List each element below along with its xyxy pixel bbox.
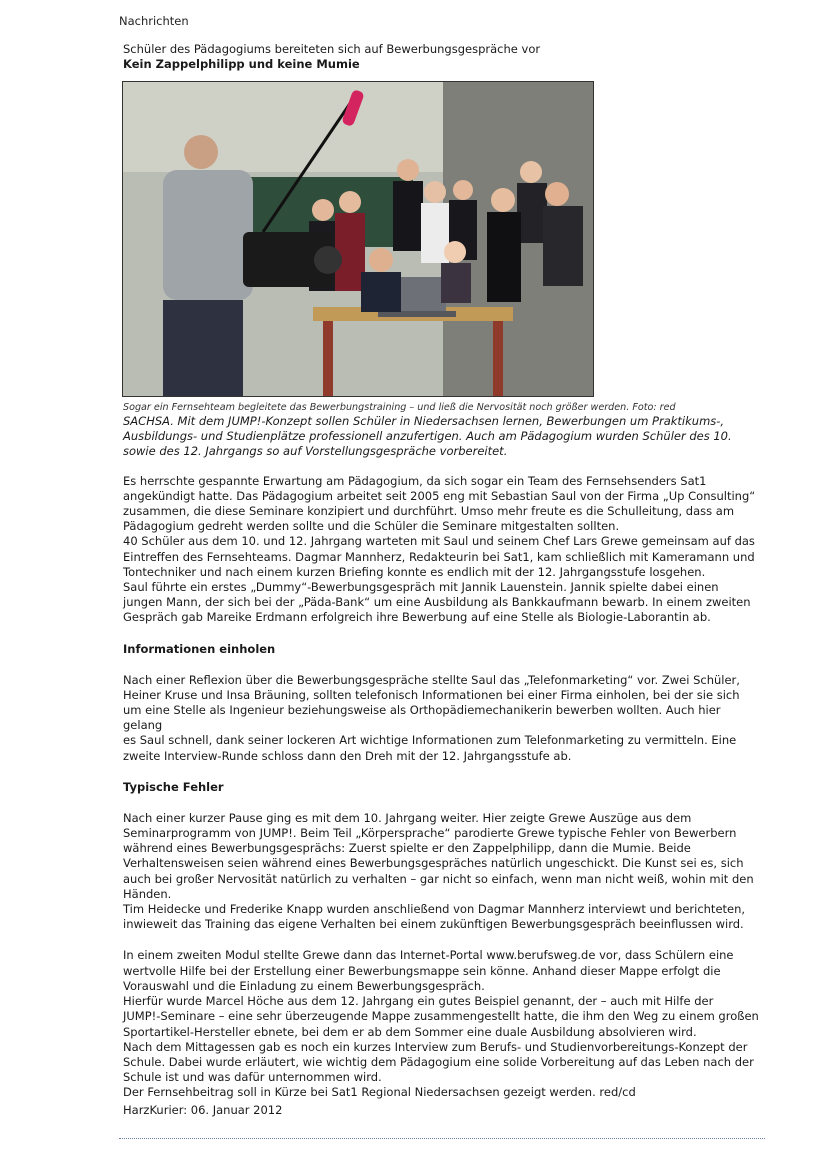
body-line: während eines Bewerbungsgesprächs: Zuerst spielte er den Zappelphilipp, dann die Mumie. Beide [123, 841, 691, 856]
subheading-informationen: Informationen einholen [123, 641, 276, 656]
body-line: Händen. [123, 886, 172, 901]
lead-line: Ausbildungs- und Studienplätze professionell anzufertigen. Auch am Pädagogium wurden Schüler des 10. [123, 429, 732, 444]
body-line: Der Fernsehbeitrag soll in Kürze bei Sat1 Regional Niedersachsen gezeigt werden. red/cd [123, 1085, 636, 1100]
subheading-typische-fehler: Typische Fehler [123, 779, 224, 794]
body-block-1 [123, 474, 763, 626]
body-line: Schule. Dabei wurde erläutert, wie wichtig dem Pädagogium eine solide Vorbereitung auf das Leben nach der [123, 1054, 754, 1069]
body-line: inwieweit das Training das eigene Verhalten bei einem zukünftigen Bewerbungsgespräch beeinflussen wird. [123, 917, 744, 932]
body-line: zweite Interview-Runde schloss dann den Dreh mit der 12. Jahrgangsstufe ab. [123, 748, 572, 763]
body-line: Saul führte ein erstes „Dummy“-Bewerbungsgespräch mit Jannik Lauenstein. Jannik spielte dabei einen [123, 580, 719, 595]
photo-illustration [123, 82, 593, 396]
body-block-3 [123, 811, 763, 933]
body-line: Hierfür wurde Marcel Höche aus dem 12. Jahrgang ein gutes Beispiel genannt, der – auch mit Hilfe der [123, 994, 714, 1009]
source-line: HarzKurier: 06. Januar 2012 [123, 1103, 283, 1117]
body-line: In einem zweiten Modul stellte Grewe dann das Internet-Portal www.berufsweg.de vor, dass Schülern eine [123, 948, 734, 963]
body-line: um eine Stelle als Ingenieur beziehungsweise als Orthopädiemechanikerin bewerben wollten. Auch hier gelang [123, 703, 721, 733]
body-line: Sportartikel-Hersteller ebnete, bei dem er ab dem Sommer eine duale Ausbildung absolvieren wird. [123, 1024, 697, 1039]
body-line: angekündigt hatte. Das Pädagogium arbeitet seit 2005 eng mit Sebastian Saul von der Firma „Up Consulting“ [123, 488, 756, 503]
body-line: jungen Mann, der sich bei der „Päda-Bank“ um eine Ausbildung als Bankkaufmann bewarb. In einem zweiten [123, 595, 751, 610]
article-lead [123, 414, 763, 460]
body-block-2 [123, 673, 763, 764]
body-line: Eintreffen des Fernsehteams. Dagmar Mannherz, Redakteurin bei Sat1, kam schließlich mit Kameramann und [123, 549, 755, 564]
photo-caption: Sogar ein Fernsehteam begleitete das Bewerbungstraining – und ließ die Nervosität noch größer werden. Foto: red [123, 402, 676, 413]
article-photo [123, 82, 593, 396]
lead-line: sowie des 12. Jahrgangs so auf Vorstellungsgespräche vorbereitet. [123, 444, 508, 459]
body-line: es Saul schnell, dank seiner lockeren Art wichtige Informationen zum Telefonmarketing zu vermitteln. Eine [123, 733, 737, 748]
body-line: Schule ist und was dafür unternommen wird. [123, 1070, 382, 1085]
section-label: Nachrichten [119, 14, 189, 28]
body-line: JUMP!-Seminare – eine sehr überzeugende Mappe zusammengestellt hatte, die ihm den Weg zu einem großen [123, 1009, 759, 1024]
body-line: 40 Schüler aus dem 10. und 12. Jahrgang warteten mit Saul und seinem Chef Lars Grewe gemeinsam auf das [123, 534, 755, 549]
body-line: zusammen, die diese Seminare konzipiert und durchführt. Umso mehr freute es die Schulleitung, dass am [123, 504, 735, 519]
body-line: Gespräch gab Mareike Erdmann erfolgreich ihre Bewerbung auf eine Stelle als Biologie-Laborantin ab. [123, 610, 711, 625]
body-line: Tim Heidecke und Frederike Knapp wurden anschließend von Dagmar Mannherz interviewt und berichteten, [123, 902, 746, 917]
body-line: Es herrschte gespannte Erwartung am Pädagogium, da sich sogar ein Team des Fernsehsenders Sat1 [123, 473, 707, 488]
article [123, 42, 763, 1101]
body-line: Heiner Kruse und Insa Bräuning, sollten telefonisch Informationen bei einer Firma einholen, bei der sie sich [123, 687, 740, 702]
body-line: Pädagogium gedreht werden sollte und die Schüler die Seminare mitgestalten sollten. [123, 519, 620, 534]
body-line: Nach einer Reflexion über die Bewerbungsgespräche stellte Saul das „Telefonmarketing“ vor. Zwei Schüler, [123, 672, 740, 687]
body-line: Seminarprogramm von JUMP!. Beim Teil „Körpersprache“ parodierte Grewe typische Fehler von Bewerbern [123, 826, 737, 841]
body-line: Verhaltensweisen seien während eines Bewerbungsgespräches natürlich ungeschickt. Die Kunst sei es, sich [123, 856, 744, 871]
body-line: Tontechniker und nach einem kurzen Briefing konnte es endlich mit der 12. Jahrgangsstufe losgehen. [123, 564, 706, 579]
article-overline: Schüler des Pädagogiums bereiteten sich auf Bewerbungsgespräche vor [123, 42, 541, 56]
body-line: auch bei großer Nervosität natürlich zu verhalten – gar nicht so einfach, wenn man nicht weiß, wohin mit den [123, 871, 754, 886]
dotted-divider [119, 1138, 765, 1139]
body-block-4 [123, 948, 763, 1100]
lead-line: SACHSA. Mit dem JUMP!-Konzept sollen Schüler in Niedersachsen lernen, Bewerbungen um Praktikums-, [123, 414, 725, 428]
body-line: Nach dem Mittagessen gab es noch ein kurzes Interview zum Berufs- und Studienvorbereitungs-Konzept der [123, 1039, 748, 1054]
article-headline: Kein Zappelphilipp und keine Mumie [123, 57, 360, 71]
body-line: wertvolle Hilfe bei der Erstellung einer Bewerbungsmappe sein könne. Anhand dieser Mappe erfolgt die [123, 963, 721, 978]
body-line: Vorauswahl und die Einladung zu einem Bewerbungsgespräch. [123, 978, 485, 993]
body-line: Nach einer kurzer Pause ging es mit dem 10. Jahrgang weiter. Hier zeigte Grewe Auszüge aus dem [123, 810, 692, 825]
